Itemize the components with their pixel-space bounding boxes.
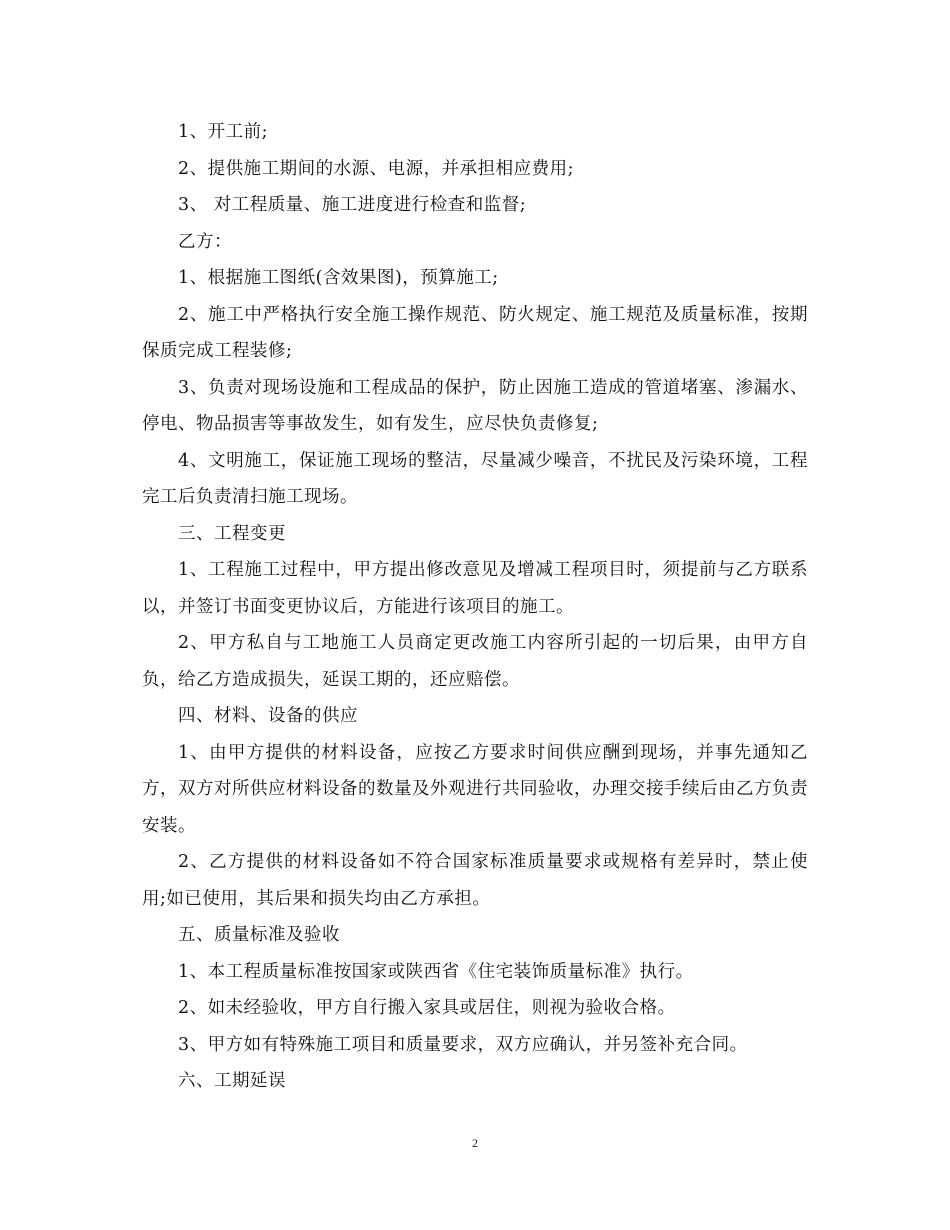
section-heading-4: 四、材料、设备的供应 xyxy=(178,706,358,726)
document-body xyxy=(142,114,808,1100)
paragraph-14: 2、乙方提供的材料设备如不符合国家标准质量要求或规格有差异时，禁止使用;如已使用，其后果和损失均由乙方承担。 xyxy=(142,852,808,909)
paragraph-6: 2、施工中严格执行安全施工操作规范、防火规定、施工规范及质量标准，按期保质完成工程装修; xyxy=(142,304,808,361)
page-number: 2 xyxy=(472,1136,478,1150)
paragraph-4: 乙方： xyxy=(178,231,232,252)
paragraph-16: 1、本工程质量标准按国家或陕西省《住宅装饰质量标准》执行。 xyxy=(178,961,694,982)
paragraph-18: 3、甲方如有特殊施工项目和质量要求，双方应确认，并另签补充合同。 xyxy=(178,1034,748,1055)
paragraph-3: 3、 对工程质量、施工进度进行检查和监督; xyxy=(178,195,527,215)
paragraph-1: 1、开工前; xyxy=(178,122,269,142)
paragraph-13: 1、由甲方提供的材料设备，应按乙方要求时间供应酬到现场，并事先通知乙方，双方对所供应材料设备的数量及外观进行共同验收，办理交接手续后由乙方负责安装。 xyxy=(142,742,808,836)
paragraph-11: 2、甲方私自与工地施工人员商定更改施工内容所引起的一切后果，由甲方自负，给乙方造成损失，延误工期的，还应赔偿。 xyxy=(142,633,808,690)
section-heading-6: 六、工期延误 xyxy=(178,1071,286,1091)
paragraph-7: 3、负责对现场设施和工程成品的保护，防止因施工造成的管道堵塞、渗漏水、停电、物品损害等事故发生，如有发生，应尽快负责修复; xyxy=(142,377,808,434)
section-heading-3: 三、工程变更 xyxy=(178,523,286,544)
paragraph-10: 1、工程施工过程中，甲方提出修改意见及增减工程项目时，须提前与乙方联系以，并签订书面变更协议后，方能进行该项目的施工。 xyxy=(142,560,808,617)
paragraph-2: 2、提供施工期间的水源、电源，并承担相应费用; xyxy=(178,158,575,179)
paragraph-5: 1、根据施工图纸(含效果图)，预算施工; xyxy=(178,268,499,288)
section-heading-5: 五、质量标准及验收 xyxy=(178,925,340,945)
paragraph-8: 4、文明施工，保证施工现场的整洁，尽量减少噪音，不扰民及污染环境，工程完工后负责清扫施工现场。 xyxy=(142,450,808,507)
paragraph-17: 2、如未经验收，甲方自行搬入家具或居住，则视为验收合格。 xyxy=(178,998,676,1018)
